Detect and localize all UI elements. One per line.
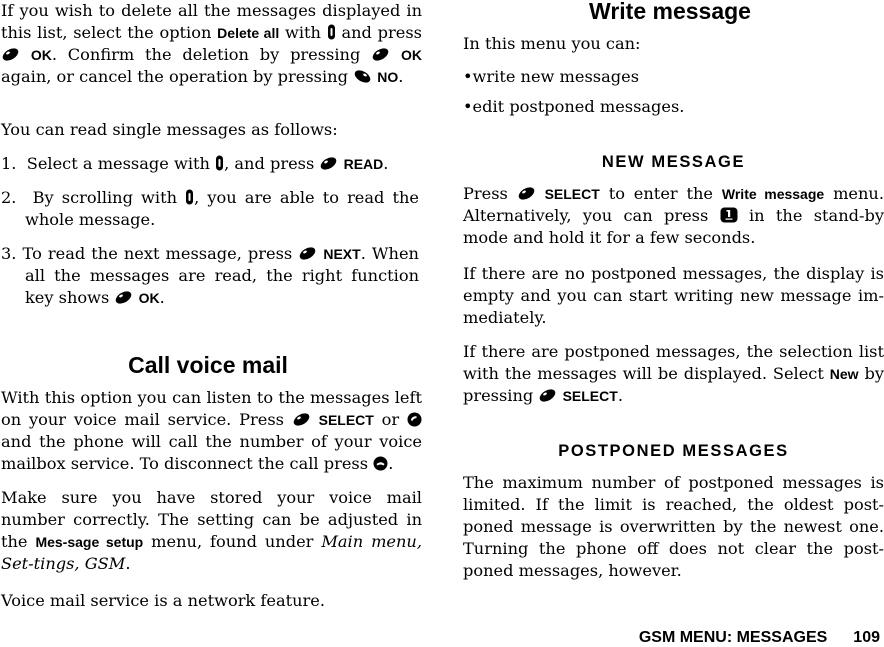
softkey-left-icon (538, 388, 557, 403)
text: To read the next message, press (22, 244, 293, 263)
section-heading-write-message: Write message (589, 0, 751, 24)
select-label: SELECT (562, 388, 618, 404)
text: and the phone will call the number of your voice mailbox service. To disconnect the call press (1, 432, 422, 473)
text: . (383, 154, 389, 173)
text: , and press (224, 154, 315, 173)
list-item: •write new messages (463, 67, 639, 86)
text: . (388, 454, 394, 473)
softkey-right-icon (353, 69, 372, 84)
softkey-left-icon (319, 156, 338, 171)
step-number: 3. (1, 244, 17, 263)
text: . Confirm the deletion by pressing (51, 45, 361, 64)
option-delete-all: Delete all (217, 25, 280, 41)
text: . (398, 67, 404, 86)
end-call-key-icon (373, 456, 388, 471)
delete-all-paragraph (1, 0, 422, 88)
menu-path: Main menu, Set-tings, GSM (1, 532, 422, 573)
list-item: •edit postponed messages. (463, 97, 685, 116)
scroll-key-icon (215, 155, 224, 171)
voicemail-paragraph-1 (1, 387, 422, 475)
new-message-paragraph-3 (463, 341, 884, 407)
text: or (381, 410, 400, 429)
new-message-paragraph-1 (463, 183, 884, 249)
section-heading-call-voice-mail: Call voice mail (128, 352, 288, 378)
text: Select a message with (26, 154, 210, 173)
next-label: NEXT (323, 246, 361, 262)
text: . When all the messages are read, the right function key shows (25, 244, 419, 307)
text: to enter the (608, 184, 714, 203)
softkey-left-icon (371, 47, 390, 62)
text: and press (341, 23, 422, 42)
text: menu. Alternatively, you can press (463, 184, 884, 225)
text: Make sure you have stored your voice mail number correctly. The setting can be adjusted in the (1, 488, 422, 551)
text: , you are able to read the whole message. (25, 188, 419, 229)
call-key-icon (407, 412, 422, 427)
write-intro: In this menu you can: (463, 34, 641, 53)
menu-message-setup: Mes-sage setup (35, 534, 144, 550)
option-new: New (829, 366, 859, 382)
step-2 (1, 187, 419, 231)
text: If you wish to delete all the messages displayed in this list, select the option (1, 1, 422, 42)
softkey-left-icon (292, 412, 311, 427)
scroll-key-icon (327, 24, 336, 40)
text: with (285, 23, 321, 42)
text: . (617, 386, 623, 405)
read-label: READ (343, 156, 384, 172)
select-label: SELECT (544, 186, 600, 202)
softkey-left-icon (114, 290, 133, 305)
read-steps (1, 153, 419, 309)
voicemail-paragraph-3: Voice mail service is a network feature. (1, 591, 326, 610)
scroll-key-icon (185, 189, 194, 205)
text: Press (463, 184, 508, 203)
softkey-left-icon (1, 47, 20, 62)
subheading-postponed-messages: POSTPONED MESSAGES (558, 442, 789, 460)
text: By scrolling with (32, 188, 178, 207)
softkey-left-icon (517, 186, 536, 201)
ok-label: OK (401, 47, 422, 63)
new-message-paragraph-2: If there are no postponed messages, the display is empty and you can start writing new message im-mediately. (463, 264, 884, 327)
text: If there are postponed messages, the selection list with the messages will be displayed. Select (463, 342, 884, 383)
softkey-left-icon (298, 246, 317, 261)
step-3 (1, 243, 419, 309)
text: menu, found under (151, 532, 314, 551)
subheading-new-message: NEW MESSAGE (601, 153, 746, 171)
read-intro: You can read single messages as follows: (1, 120, 338, 139)
select-label: SELECT (318, 412, 374, 428)
menu-write-message: Write message (721, 186, 825, 202)
text: . (159, 288, 165, 307)
page-footer (639, 629, 880, 647)
text: With this option you can listen to the messages left on your voice mail service. Press (1, 388, 422, 429)
no-label: NO (377, 69, 399, 85)
text: again, or cancel the operation by pressing (1, 67, 348, 86)
text: by pressing (463, 364, 884, 405)
key-1-icon (720, 207, 738, 223)
text: . (125, 554, 131, 573)
text: in the stand-by mode and hold it for a few seconds. (463, 206, 884, 247)
step-1 (1, 153, 419, 175)
write-options-list (463, 66, 884, 118)
postponed-paragraph: The maximum number of postponed messages is limited. If the limit is reached, the oldest post-poned message is overwritten by the newest one. Turning the phone off does not clear the post-poned messages, however. (463, 473, 884, 580)
voicemail-paragraph-2 (1, 487, 422, 575)
running-header: GSM MENU: MESSAGES (638, 629, 828, 646)
ok-label: OK (30, 47, 52, 63)
step-number: 2. (1, 188, 17, 207)
ok-label: OK (138, 290, 160, 306)
page-number: 109 (853, 629, 880, 646)
step-number: 1. (1, 154, 17, 173)
